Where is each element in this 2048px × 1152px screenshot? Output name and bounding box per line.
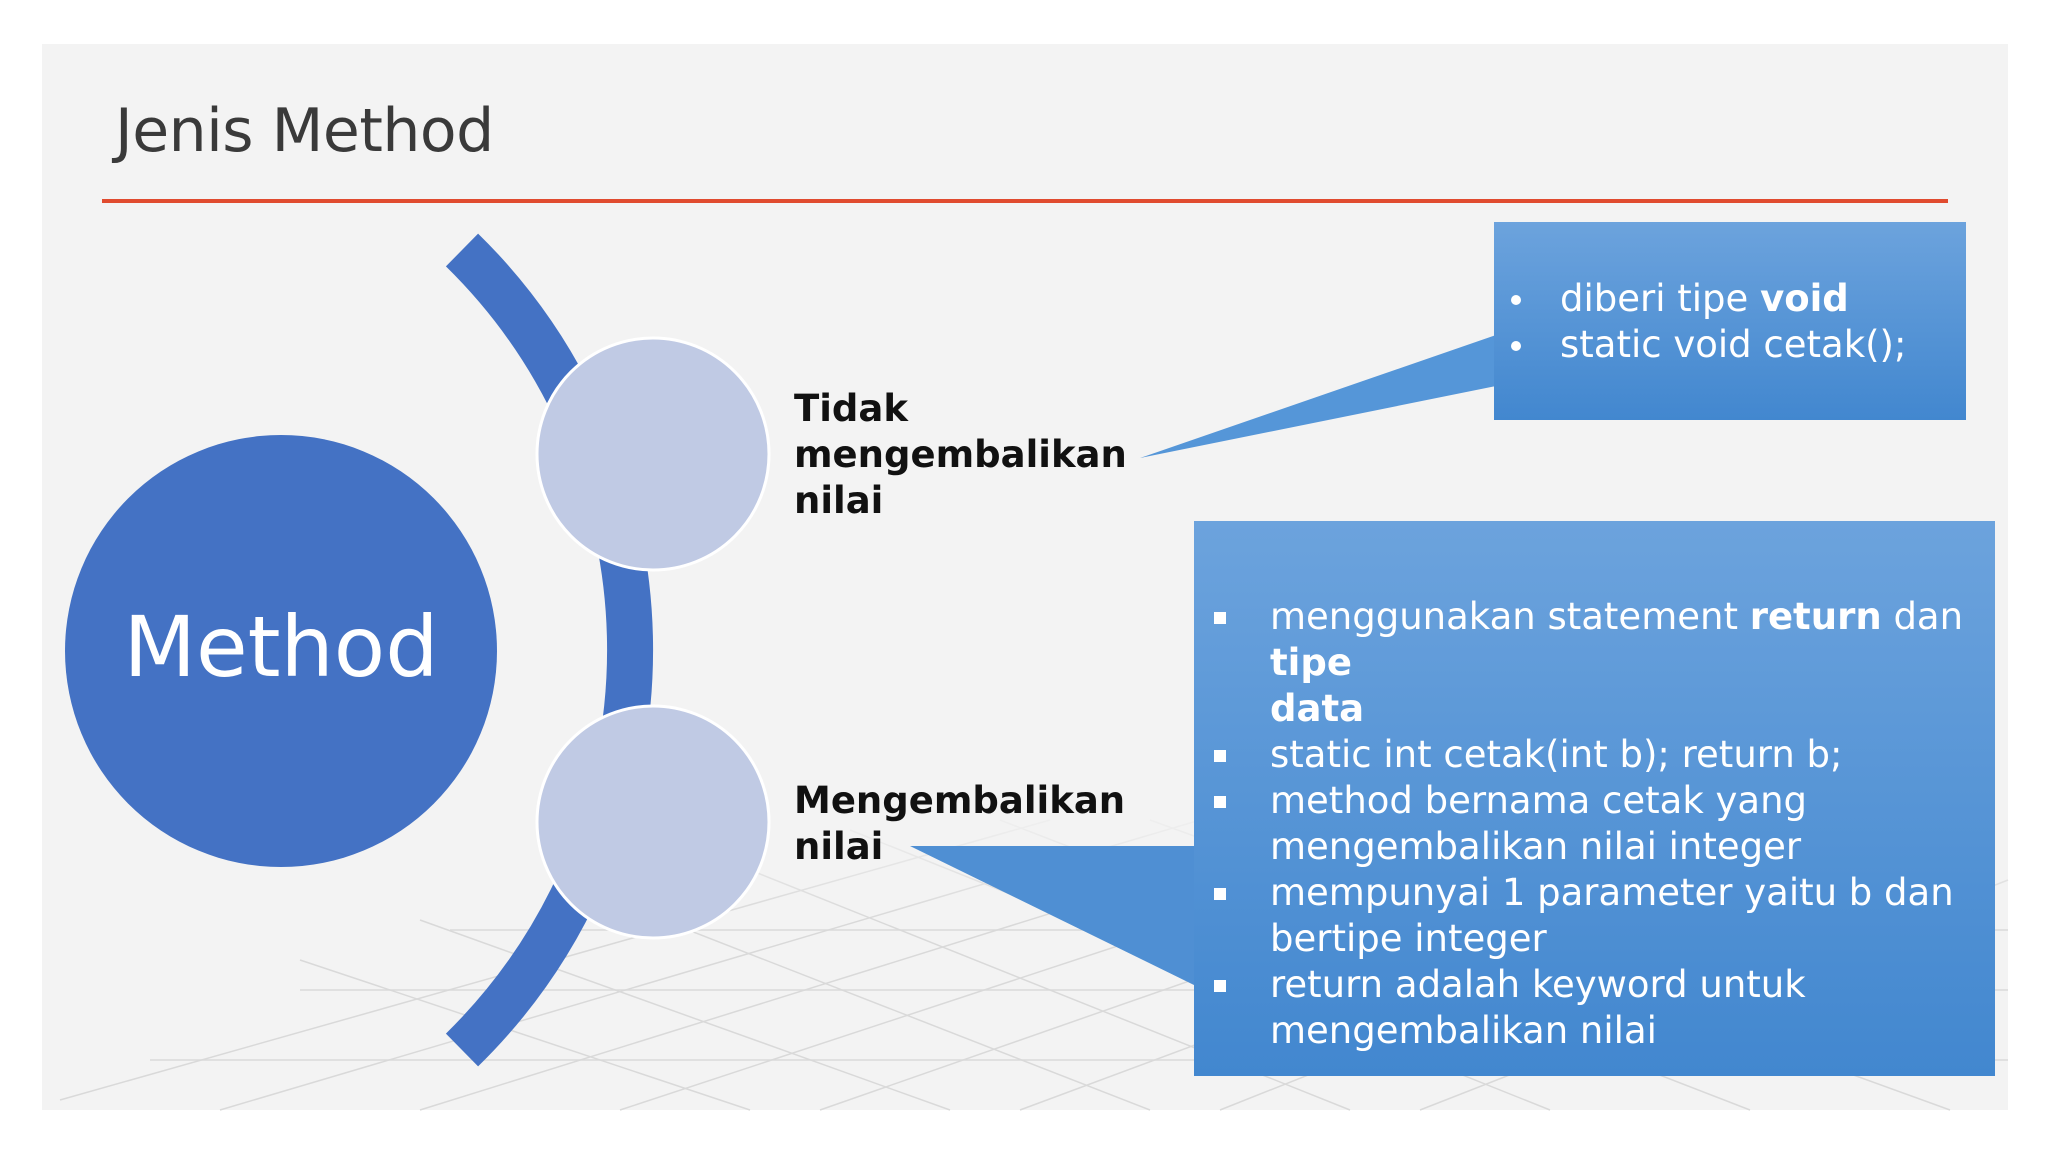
list-item (1210, 870, 1990, 962)
list-item (1505, 322, 1965, 368)
node-circle-return (537, 706, 769, 938)
branch-label-line: Mengembalikan (794, 779, 1126, 822)
bullet-square-icon (1214, 612, 1226, 624)
list-item-text: static void cetak(); (1560, 323, 1907, 366)
branch-label-no-return (794, 386, 1127, 524)
list-item (1210, 594, 1990, 732)
list-item (1210, 778, 1990, 870)
bullet-list (1505, 276, 1965, 368)
node-circle-no-return (537, 338, 769, 570)
callout-void-text (1505, 276, 1965, 368)
list-item (1210, 732, 1990, 778)
list-item-text: method bernama cetak yang mengembalikan nilai integer (1270, 779, 1808, 868)
list-item-text: mempunyai 1 parameter yaitu b dan bertipe integer (1270, 871, 1954, 960)
bullet-square-icon (1214, 980, 1226, 992)
list-item-text: diberi tipe void (1560, 277, 1849, 320)
bullet-square-icon (1214, 750, 1226, 762)
branch-label-line: nilai (794, 825, 884, 868)
bullet-square-icon (1214, 888, 1226, 900)
bullet-dot-icon (1511, 295, 1521, 305)
list-item-text: menggunakan statement return dan tipe data (1270, 595, 1964, 730)
bullet-list (1210, 594, 1990, 1054)
list-item-text: static int cetak(int b); return b; (1270, 733, 1843, 776)
method-label: Method (123, 598, 439, 696)
branch-label-line: mengembalikan (794, 433, 1127, 476)
list-item-text: return adalah keyword untuk mengembalikan nilai (1270, 963, 1806, 1052)
bullet-square-icon (1214, 796, 1226, 808)
branch-label-line: nilai (794, 479, 884, 522)
bullet-dot-icon (1511, 341, 1521, 351)
list-item (1210, 962, 1990, 1054)
branch-label-line: Tidak (794, 387, 908, 430)
list-item (1505, 276, 1965, 322)
slide-title: Jenis Method (115, 96, 494, 166)
branch-label-return (794, 778, 1125, 870)
callout-return-text (1210, 594, 1990, 1054)
